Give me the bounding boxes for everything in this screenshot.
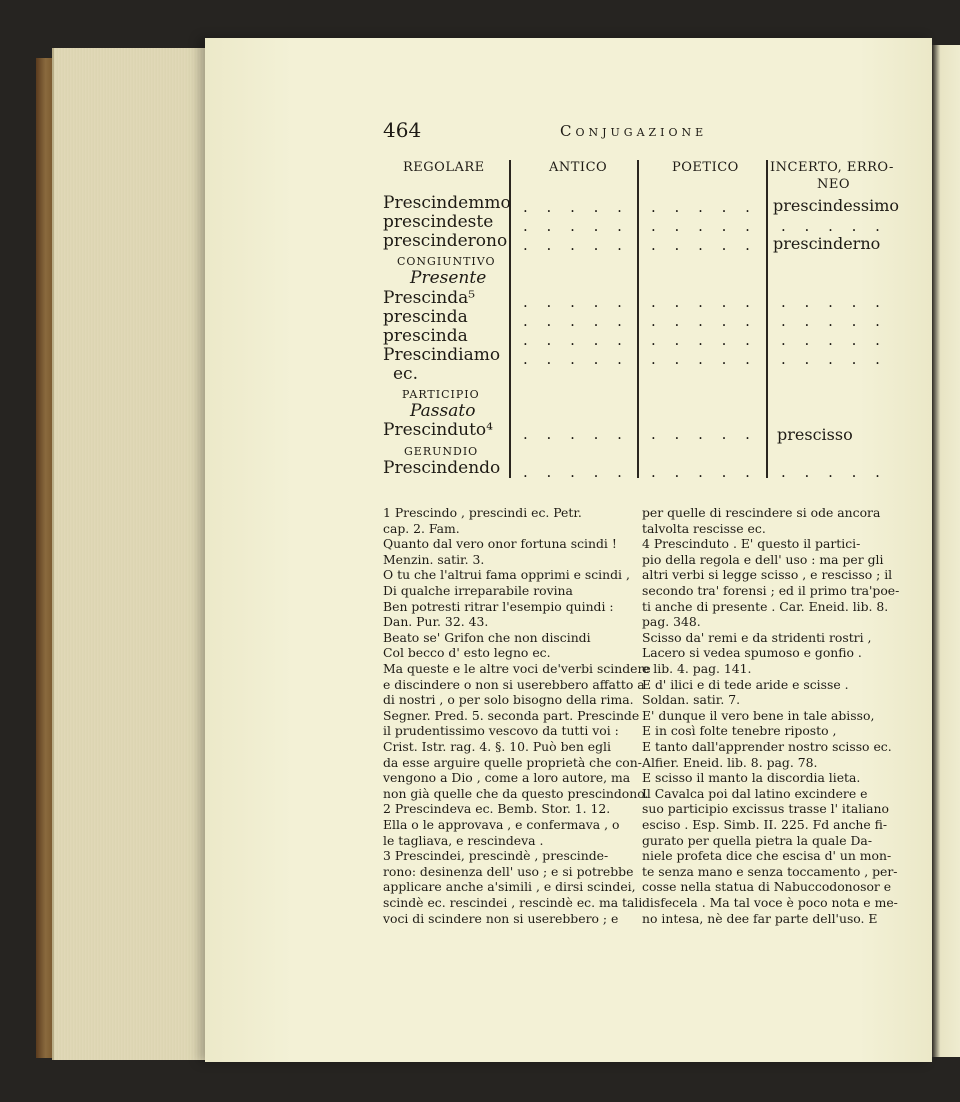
footnote-line: Il Cavalca poi dal latino excindere e [642,785,868,801]
header-incerto: INCERTO, ERRO- [770,160,894,175]
dots-placeholder: . . . . . [781,293,887,311]
dots-placeholder: . . . . . [523,425,629,443]
page-edges [52,48,224,1060]
footnote-line: rono: desinenza dell' uso ; e si potrebbe [383,863,634,879]
verb-form: prescinda [383,326,468,346]
section-label: PARTICIPIO [402,388,480,401]
footnote-line: Quanto dal vero onor fortuna scindi ! [383,536,617,552]
footnote-line: Lacero si vedea spumoso e gonfio . [642,645,862,661]
footnote-line: talvolta rescisse ec. [642,520,766,536]
header-incerto-cont: NEO [817,177,851,192]
running-head-text: Conjugazione [560,122,708,140]
footnote-line: vengono a Dio , come a loro autore, ma [383,770,631,786]
footnote-line: pio della regola e dell' uso : ma per gli [642,551,884,567]
dots-placeholder: . . . . . [523,236,629,254]
dots-placeholder: . . . . . [651,217,757,235]
footnote-line: gurato per quella pietra la quale Da- [642,832,873,848]
footnote-line: Alfier. Eneid. lib. 8. pag. 78. [642,754,818,770]
footnote-line: niele profeta dice che escisa d' un mon- [642,848,892,864]
footnote-line: 1 Prescindo , prescindi ec. Petr. [383,505,582,520]
footnote-line: E in così folte tenebre riposto , [642,723,837,739]
footnote-line: Segner. Pred. 5. seconda part. Prescinde [383,707,640,723]
footnote-line: Ella o le approvava , e confermava , o [383,817,620,832]
verb-form: ec. [393,364,418,384]
footnote-line: applicare anche a'simili , e dirsi scindei, [383,879,636,895]
verb-form: prescinda [383,307,468,327]
variant-form: prescisso [777,425,853,444]
dots-placeholder: . . . . . [523,350,629,368]
dots-placeholder: . . . . . [781,350,887,368]
dots-placeholder: . . . . . [523,312,629,330]
dots-placeholder: . . . . . [781,312,887,330]
footnote-line: altri verbi si legge scisso , e rescisso ; il [642,567,893,583]
footnote-line: E tanto dall'apprender nostro scisso ec. [642,739,892,754]
footnote-line: Col becco d' esto legno ec. [383,645,551,661]
footnote-line: non già quelle che da questo prescindono. [383,785,649,801]
facing-page-edge [932,45,960,1057]
verb-form: Prescinda⁵ [383,288,476,308]
footnote-line: il prudentissimo vescovo da tutti voi : [383,723,619,739]
book-page [205,38,932,1062]
footnote-line: Beato se' Grifon che non discindi [383,629,591,645]
footnote-line: no intesa, nè dee far parte dell'uso. E [642,910,878,926]
dots-placeholder: . . . . . [651,236,757,254]
footnote-line: le tagliava, e rescindeva . [383,832,544,848]
dots-placeholder: . . . . . [523,217,629,235]
footnote-line: E' dunque il vero bene in tale abisso, [642,707,875,723]
dots-placeholder: . . . . . [651,425,757,443]
verb-form: Prescindendo [383,458,501,478]
dots-placeholder: . . . . . [781,217,887,235]
footnote-line: cosse nella statua di Nabuccodonosor e [642,879,892,895]
footnote-line: e discindere o non si userebbero affatto a [383,676,645,692]
verb-form: Prescindiamo [383,345,501,365]
footnote-line: O tu che l'altrui fama opprimi e scindi , [383,567,630,583]
footnote-line: disfecela . Ma tal voce è poco nota e me- [642,895,898,910]
footnote-line: 3 Prescindei, prescindè , prescinde- [383,848,609,864]
footnote-line: pag. 348. [642,614,701,630]
footnote-line: cap. 2. Fam. [383,520,460,536]
dots-placeholder: . . . . . [523,198,629,216]
dots-placeholder: . . . . . [523,463,629,481]
footnote-line: Dan. Pur. 32. 43. [383,614,489,630]
footnote-line: Ma queste e le altre voci de'verbi scindere [383,661,651,676]
footnote-line: voci di scindere non si userebbero ; e [383,910,619,926]
footnote-line: 4 Prescinduto . E' questo il partici- [642,536,861,552]
footnote-line: te senza mano e senza toccamento , per- [642,863,898,879]
footnote-line: scindè ec. rescindei , rescindè ec. ma tali [383,895,643,910]
dots-placeholder: . . . . . [523,293,629,311]
running-head [560,122,707,140]
footnote-line: Crist. Istr. rag. 4. §. 10. Può ben egli [383,739,611,754]
footnote-line: suo participio excissus trasse l' italiano [642,801,890,817]
verb-form: Prescinduto⁴ [383,420,493,440]
dots-placeholder: . . . . . [781,463,887,481]
section-label: CONGIUNTIVO [397,255,496,268]
footnote-line: esciso . Esp. Simb. II. 225. Fd anche fi- [642,817,888,832]
footnote-line: da esse arguire quelle proprietà che con- [383,754,642,770]
variant-form: prescinderno [773,234,881,253]
dots-placeholder: . . . . . [651,350,757,368]
footnote-line: E scisso il manto la discordia lieta. [642,770,861,786]
verb-form: Prescindemmo [383,193,511,213]
verb-form: prescinderono [383,231,508,251]
footnote-line: Scisso da' remi e da stridenti rostri , [642,629,872,645]
footnote-line: secondo tra' forensi ; ed il primo tra'poe- [642,583,900,598]
verb-form: prescindeste [383,212,494,232]
page-number: 464 [383,118,422,142]
footnote-line: Menzin. satir. 3. [383,551,485,567]
column-rule-2 [637,160,639,478]
tense-label: Presente [410,268,487,288]
tense-label: Passato [410,401,476,421]
dots-placeholder: . . . . . [651,331,757,349]
footnote-line: 2 Prescindeva ec. Bemb. Stor. 1. 12. [383,801,611,817]
header-antico: ANTICO [549,160,608,175]
variant-form: prescindessimo [773,196,900,215]
footnote-line: Ben potresti ritrar l'esempio quindi : [383,598,614,614]
footnote-line: di nostri , o per solo bisogno della rima. [383,692,634,708]
dots-placeholder: . . . . . [651,293,757,311]
footnote-line: per quelle di rescindere si ode ancora [642,505,881,520]
dots-placeholder: . . . . . [651,198,757,216]
footnote-line: e lib. 4. pag. 141. [642,661,752,676]
section-label: GERUNDIO [404,445,479,458]
dots-placeholder: . . . . . [781,331,887,349]
dots-placeholder: . . . . . [651,463,757,481]
footnote-line: E d' ilici e di tede aride e scisse . [642,676,849,692]
footnote-line: Di qualche irreparabile rovina [383,583,573,598]
dots-placeholder: . . . . . [651,312,757,330]
column-rule-3 [766,160,768,478]
footnote-line: Soldan. satir. 7. [642,692,741,708]
footnote-line: ti anche di presente . Car. Eneid. lib. 8. [642,598,889,614]
dots-placeholder: . . . . . [523,331,629,349]
header-poetico: POETICO [672,160,739,175]
header-regolare: REGOLARE [403,160,485,175]
